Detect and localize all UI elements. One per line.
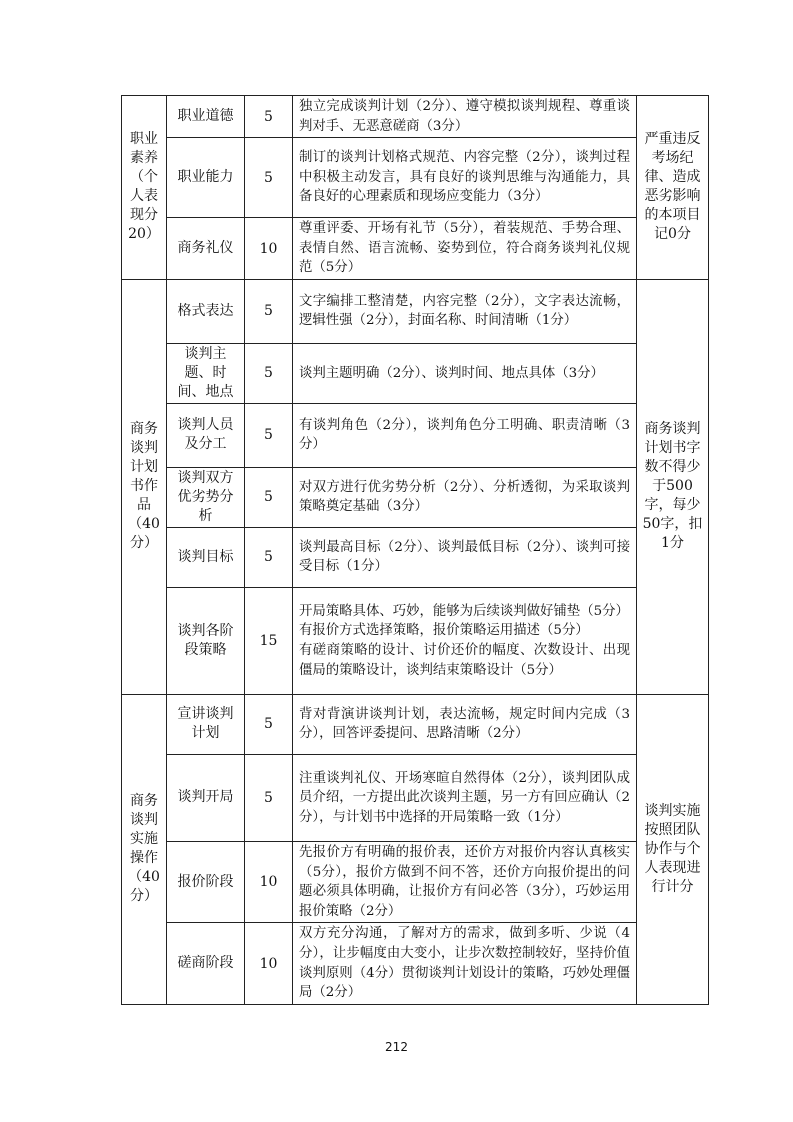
table-row [122,403,709,467]
score-cell: 10 [245,923,293,1004]
score-cell: 5 [245,96,293,138]
item-cell: 宣讲谈判计划 [167,694,245,754]
score-cell: 5 [245,694,293,754]
item-cell: 谈判双方优劣势分析 [167,467,245,527]
table-row [122,279,709,343]
item-cell: 磋商阶段 [167,923,245,1004]
table-row [122,841,709,922]
item-cell: 商务礼仪 [167,218,245,280]
table-row [122,694,709,754]
criteria-cell: 文字编排工整清楚，内容完整（2分），文字表达流畅，逻辑性强（2分），封面名称、时间清晰（1分） [293,279,637,343]
score-cell: 5 [245,343,293,403]
item-cell: 谈判开局 [167,754,245,841]
criteria-cell: 对双方进行优劣势分析（2分）、分析透彻，为采取谈判策略奠定基础（3分） [293,467,637,527]
criteria-cell: 注重谈判礼仪、开场寒暄自然得体（2分），谈判团队成员介绍，一方提出此次谈判主题，另一方有回应确认（2分），与计划书中选择的开局策略一致（1分） [293,754,637,841]
item-cell: 谈判目标 [167,527,245,587]
score-cell: 5 [245,403,293,467]
score-cell: 5 [245,527,293,587]
table-row [122,96,709,138]
criteria-cell: 有谈判角色（2分），谈判角色分工明确、职责清晰（3分） [293,403,637,467]
item-cell: 报价阶段 [167,841,245,922]
score-cell: 5 [245,754,293,841]
score-cell: 5 [245,467,293,527]
item-cell: 职业能力 [167,138,245,218]
criteria-cell: 背对背演讲谈判计划，表达流畅，规定时间内完成（3分），回答评委提问、思路清晰（2分） [293,694,637,754]
score-cell: 5 [245,138,293,218]
table-row [122,138,709,218]
category-cell: 职业素养（个人表现分20） [122,96,167,280]
item-cell: 谈判人员及分工 [167,403,245,467]
table-row [122,527,709,587]
category-cell: 商务谈判实施操作（40分） [122,694,167,1004]
table-row [122,343,709,403]
score-cell: 10 [245,841,293,922]
item-cell: 职业道德 [167,96,245,138]
score-cell: 5 [245,279,293,343]
table-row [122,923,709,1004]
item-cell: 谈判各阶段策略 [167,587,245,694]
criteria-cell: 双方充分沟通，了解对方的需求，做到多听、少说（4分），让步幅度由大变小，让步次数控制较好，坚持价值谈判原则（4分）贯彻谈判计划设计的策略，巧妙处理僵局（2分） [293,923,637,1004]
scoring-table [121,95,709,1005]
item-cell: 格式表达 [167,279,245,343]
criteria-cell: 独立完成谈判计划（2分）、遵守模拟谈判规程、尊重谈判对手、无恶意磋商（3分） [293,96,637,138]
score-cell: 10 [245,218,293,280]
score-cell: 15 [245,587,293,694]
criteria-cell: 制订的谈判计划格式规范、内容完整（2分），谈判过程中积极主动发言，具有良好的谈判思维与沟通能力，具备良好的心理素质和现场应变能力（3分） [293,138,637,218]
note-cell: 严重违反考场纪律、造成恶劣影响的本项目记0分 [637,96,709,280]
note-cell: 商务谈判计划书字数不得少于500字，每少50字，扣1分 [637,279,709,694]
note-cell: 谈判实施按照团队协作与个人表现进行计分 [637,694,709,1004]
criteria-cell: 尊重评委、开场有礼节（5分），着装规范、手势合理、表情自然、语言流畅、姿势到位，符合商务谈判礼仪规范（5分） [293,218,637,280]
criteria-cell: 开局策略具体、巧妙，能够为后续谈判做好铺垫（5分） 有报价方式选择策略，报价策略运用描述（5分） 有磋商策略的设计、讨价还价的幅度、次数设计、出现僵局的策略设计，谈判结束策略设计（5分） [293,587,637,694]
criteria-cell: 谈判最高目标（2分）、谈判最低目标（2分）、谈判可接受目标（1分） [293,527,637,587]
table-row [122,587,709,694]
table-row [122,218,709,280]
criteria-cell: 先报价方有明确的报价表，还价方对报价内容认真核实（5分），报价方做到不问不答，还价方向报价提出的问题必须具体明确，让报价方有问必答（3分），巧妙运用报价策略（2分） [293,841,637,922]
item-cell: 谈判主题、时间、地点 [167,343,245,403]
table-row [122,467,709,527]
page-number: 212 [385,1040,408,1054]
category-cell: 商务谈判计划书作品（40分） [122,279,167,694]
criteria-cell: 谈判主题明确（2分）、谈判时间、地点具体（3分） [293,343,637,403]
table-row [122,754,709,841]
